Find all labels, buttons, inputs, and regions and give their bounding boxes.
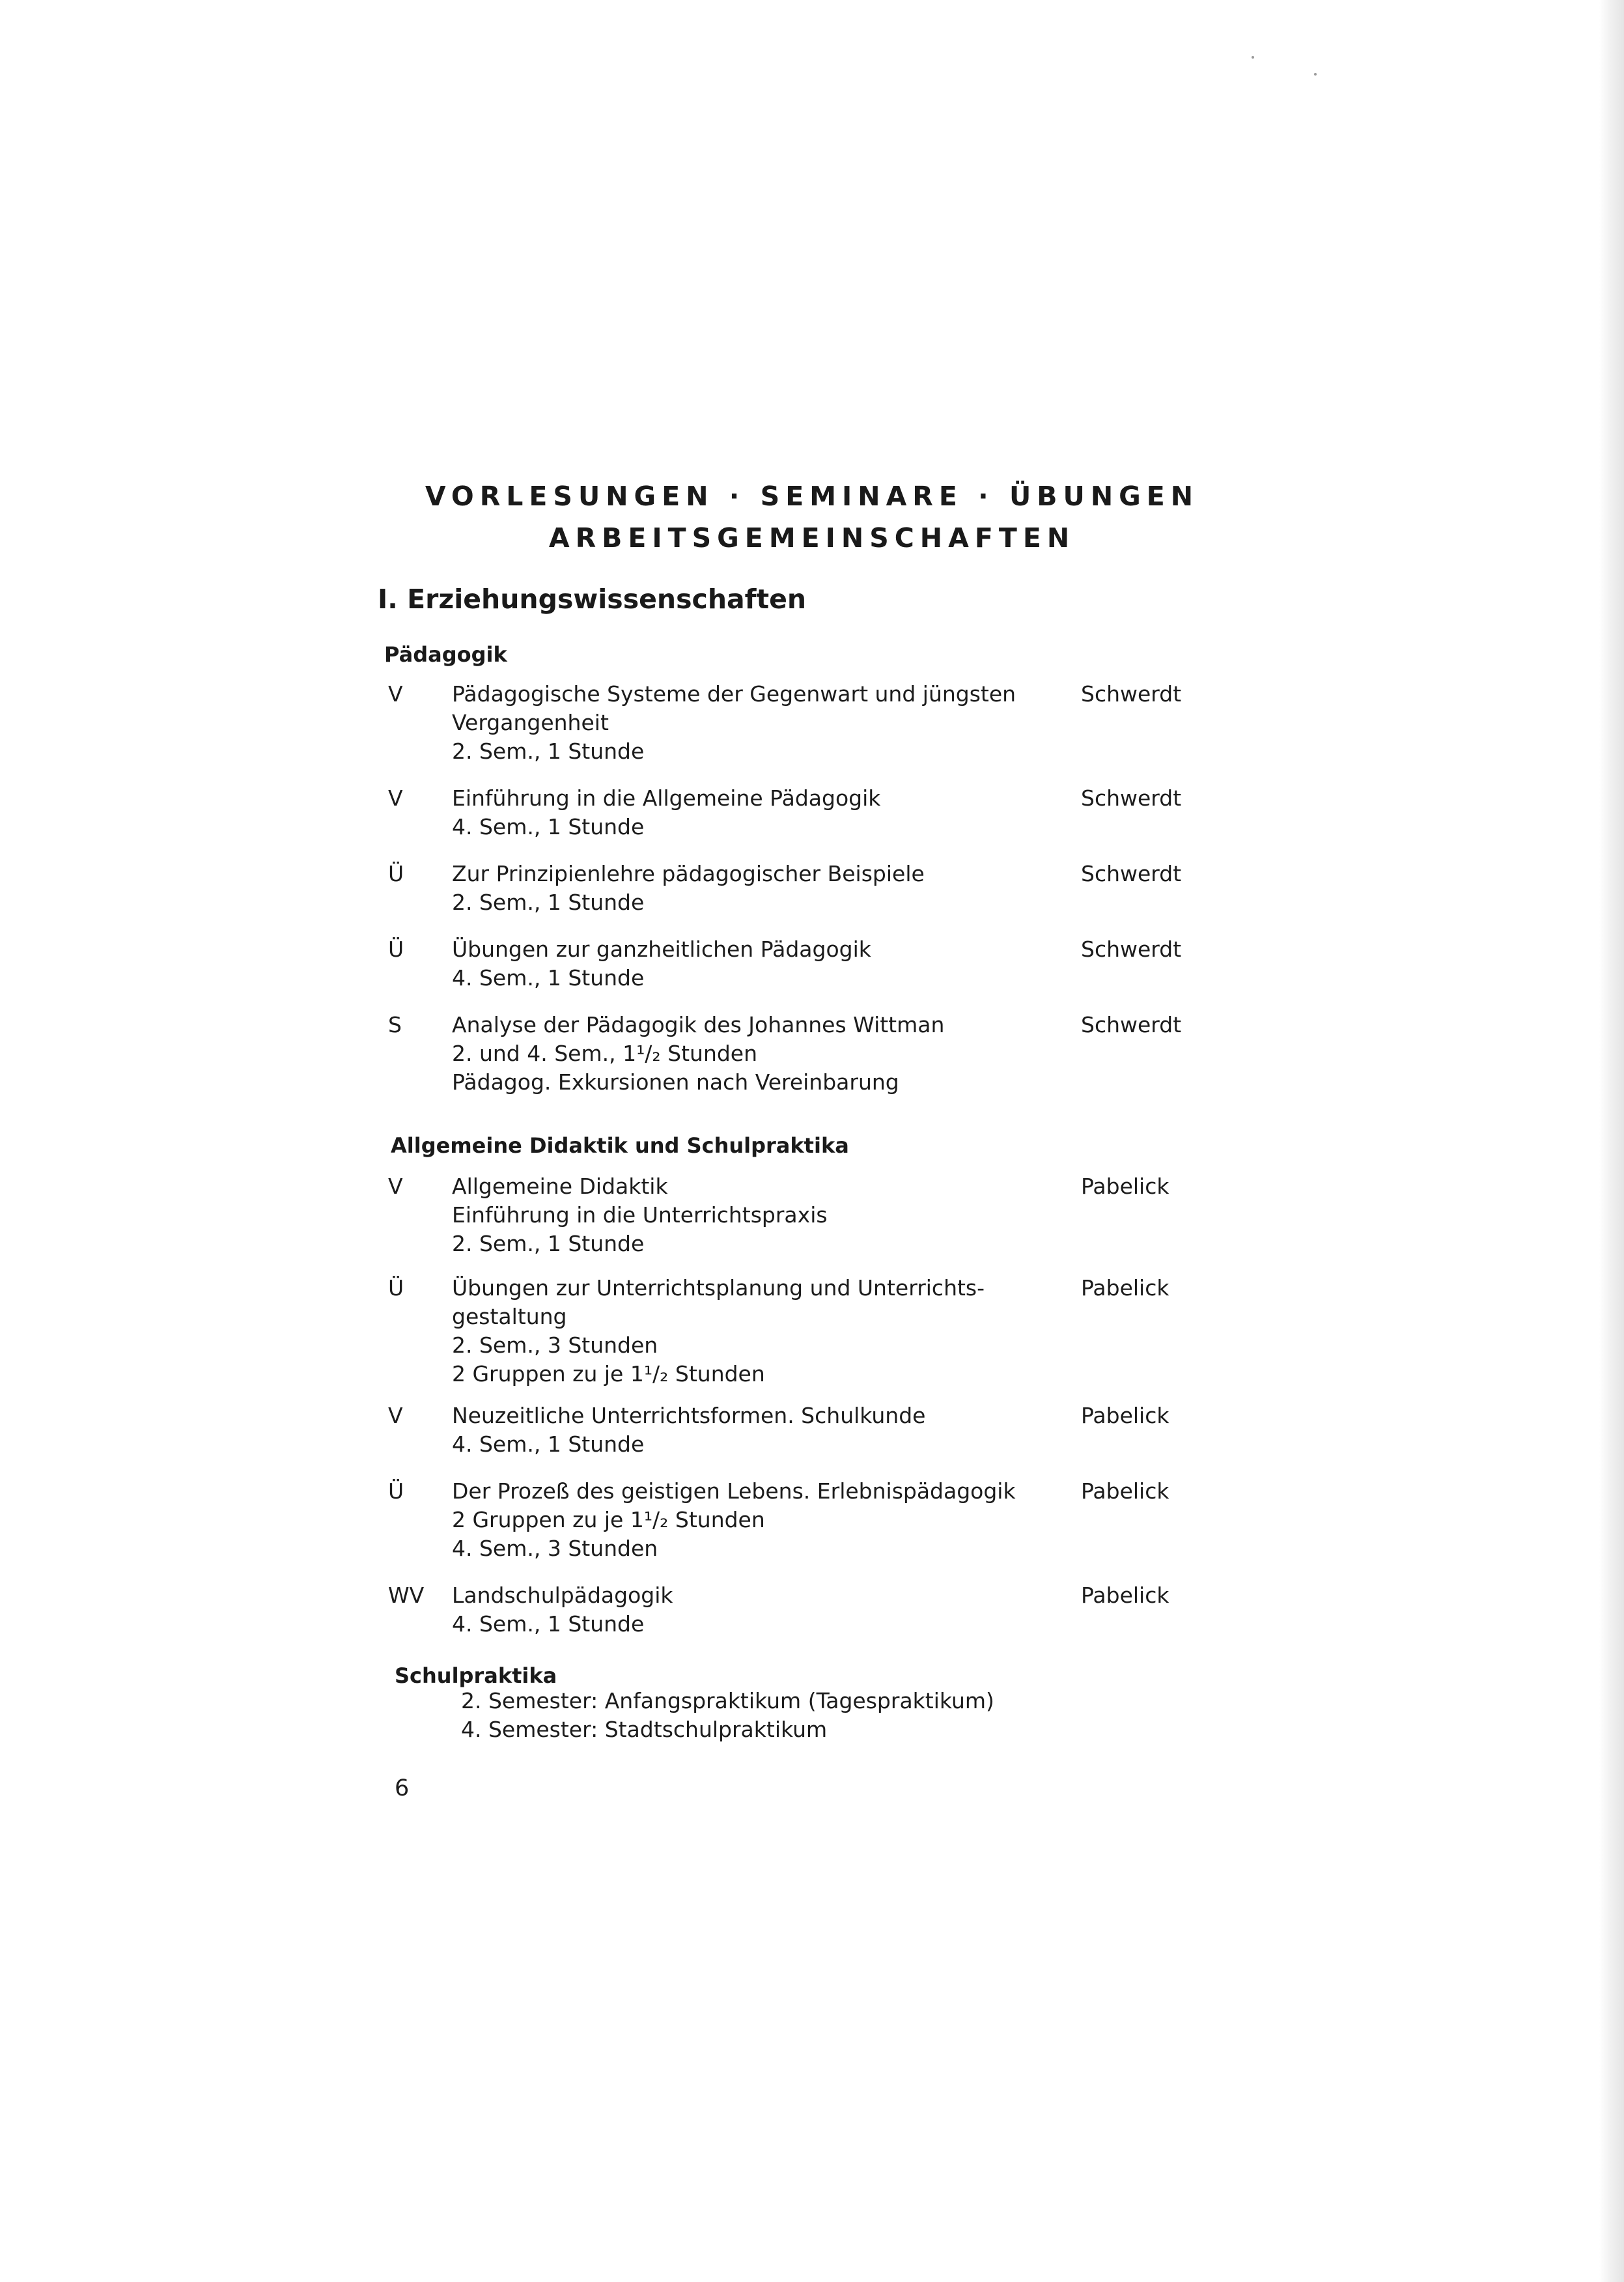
course-line: Einführung in die Allgemeine Pädagogik [452, 785, 881, 811]
course-description [452, 1172, 1103, 1258]
scan-speck [1252, 56, 1254, 59]
practica-line: 4. Semester: Stadtschulpraktikum [461, 1717, 828, 1742]
course-type: WV [388, 1583, 425, 1608]
course-line: 2. und 4. Sem., 1¹/₂ Stunden [452, 1041, 758, 1066]
course-line: gestaltung [452, 1304, 567, 1329]
lecturer-name: Schwerdt [1081, 861, 1182, 886]
course-description [452, 680, 1103, 766]
lecturer-name: Pabelick [1081, 1403, 1169, 1428]
scan-page-edge [1599, 0, 1624, 2282]
course-entry [388, 1011, 1215, 1102]
course-description [452, 1274, 1103, 1388]
course-line: 2 Gruppen zu je 1¹/₂ Stunden [452, 1507, 765, 1532]
course-line: 4. Sem., 1 Stunde [452, 1611, 645, 1637]
course-entry [388, 1172, 1215, 1263]
course-description [452, 784, 1103, 841]
course-line: Allgemeine Didaktik [452, 1174, 668, 1199]
practica-line: 2. Semester: Anfangspraktikum (Tagespraktikum) [461, 1688, 994, 1713]
course-entry [388, 1274, 1215, 1387]
lecturer-name: Pabelick [1081, 1478, 1169, 1504]
course-line: 2 Gruppen zu je 1¹/₂ Stunden [452, 1361, 765, 1387]
course-type: S [388, 1012, 402, 1037]
course-type: V [388, 681, 403, 707]
course-type: Ü [388, 861, 404, 886]
course-type: Ü [388, 1478, 404, 1504]
course-line: 4. Sem., 1 Stunde [452, 814, 645, 839]
course-entry [388, 1581, 1215, 1672]
course-type: V [388, 1403, 403, 1428]
page-number: 6 [395, 1775, 410, 1801]
course-description [452, 860, 1103, 917]
practica-list [461, 1687, 994, 1744]
document-heading-line-1: VORLESUNGEN · SEMINARE · ÜBUNGEN [425, 481, 1199, 512]
course-description [452, 1011, 1103, 1097]
subsection-title-paedagogik: Pädagogik [384, 642, 507, 667]
subsection-title-schulpraktika: Schulpraktika [395, 1663, 557, 1688]
course-line: 4. Sem., 1 Stunde [452, 1431, 645, 1457]
course-description [452, 935, 1103, 993]
course-line: Pädagogische Systeme der Gegenwart und jüngsten [452, 681, 1016, 707]
course-description [452, 1402, 1103, 1459]
course-entry [388, 680, 1215, 771]
course-type: V [388, 1174, 403, 1199]
course-line: Landschulpädagogik [452, 1583, 673, 1608]
lecturer-name: Schwerdt [1081, 1012, 1182, 1037]
scan-speck [1314, 73, 1317, 76]
course-line: Zur Prinzipienlehre pädagogischer Beispiele [452, 861, 925, 886]
course-line: Übungen zur ganzheitlichen Pädagogik [452, 937, 871, 962]
course-line: 2. Sem., 1 Stunde [452, 890, 645, 915]
course-line: Neuzeitliche Unterrichtsformen. Schulkunde [452, 1403, 926, 1428]
course-type: V [388, 785, 403, 811]
course-line: Analyse der Pädagogik des Johannes Wittman [452, 1012, 945, 1037]
course-line: 4. Sem., 1 Stunde [452, 965, 645, 991]
section-title: I. Erziehungswissenschaften [378, 584, 807, 615]
course-line: 2. Sem., 1 Stunde [452, 1231, 645, 1256]
course-description [452, 1477, 1103, 1563]
course-line: Einführung in die Unterrichtspraxis [452, 1202, 828, 1228]
course-type: Ü [388, 937, 404, 962]
lecturer-name: Schwerdt [1081, 681, 1182, 707]
course-entry [388, 1477, 1215, 1568]
course-line: Pädagog. Exkursionen nach Vereinbarung [452, 1069, 899, 1095]
course-line: 2. Sem., 1 Stunde [452, 739, 645, 764]
course-type: Ü [388, 1275, 404, 1301]
course-line: Der Prozeß des geistigen Lebens. Erlebnispädagogik [452, 1478, 1016, 1504]
document-heading-line-2: ARBEITSGEMEINSCHAFTEN [548, 522, 1076, 554]
course-line: Übungen zur Unterrichtsplanung und Unterrichts- [452, 1275, 985, 1301]
course-line: 4. Sem., 3 Stunden [452, 1536, 658, 1561]
course-description [452, 1581, 1103, 1639]
subsection-title-didaktik: Allgemeine Didaktik und Schulpraktika [391, 1133, 849, 1158]
course-line: Vergangenheit [452, 710, 609, 735]
lecturer-name: Pabelick [1081, 1174, 1169, 1199]
course-line: 2. Sem., 3 Stunden [452, 1332, 658, 1358]
lecturer-name: Pabelick [1081, 1583, 1169, 1608]
lecturer-name: Pabelick [1081, 1275, 1169, 1301]
lecturer-name: Schwerdt [1081, 785, 1182, 811]
lecturer-name: Schwerdt [1081, 937, 1182, 962]
